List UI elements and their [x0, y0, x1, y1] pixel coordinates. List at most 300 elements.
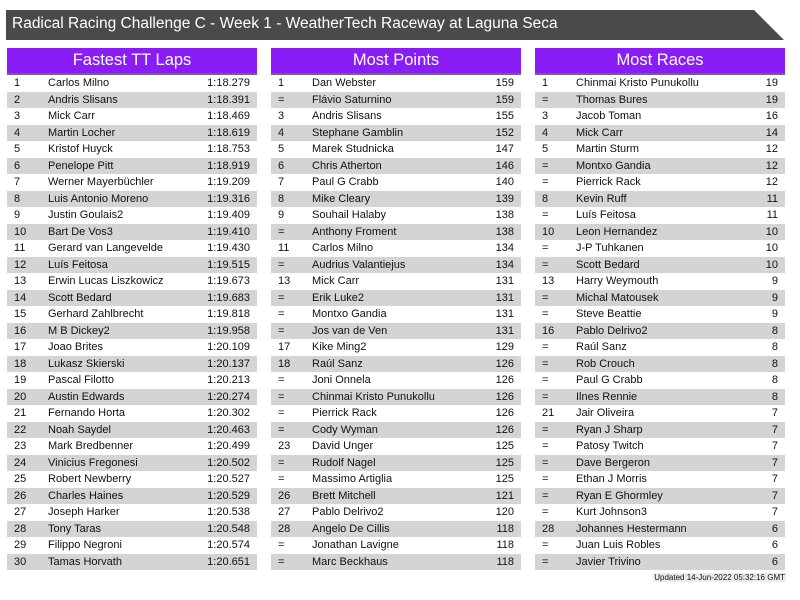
- value-cell: 1:20.529: [207, 489, 250, 502]
- table-row: [7, 125, 257, 142]
- table-row: [535, 339, 785, 356]
- value-cell: 1:19.683: [207, 291, 250, 304]
- value-cell: 159: [495, 77, 514, 89]
- driver-name-cell: Ilnes Rennie: [576, 390, 638, 403]
- driver-name-cell: Andris Slisans: [312, 110, 382, 122]
- driver-name-cell: Montxo Gandia: [576, 159, 651, 172]
- driver-name-cell: J-P Tuhkanen: [576, 242, 644, 254]
- driver-name-cell: Michal Matousek: [576, 291, 659, 304]
- rank-cell: 1: [278, 77, 285, 89]
- value-cell: 129: [495, 341, 514, 353]
- driver-name-cell: Stephane Gamblin: [312, 126, 404, 139]
- table-row: [271, 405, 521, 422]
- driver-name-cell: Werner Mayerbüchler: [48, 176, 154, 188]
- value-cell: 1:19.410: [207, 225, 250, 238]
- table-row: [535, 504, 785, 521]
- driver-name-cell: Lukasz Skierski: [48, 357, 125, 370]
- table-row: [535, 75, 785, 92]
- table-row: [7, 537, 257, 554]
- value-cell: 1:20.502: [207, 456, 250, 469]
- table-row: [535, 389, 785, 406]
- table-row: [7, 504, 257, 521]
- value-cell: 1:20.499: [207, 440, 250, 452]
- rank-cell: =: [542, 489, 549, 502]
- rank-cell: 26: [278, 489, 291, 502]
- driver-name-cell: Luís Feitosa: [576, 209, 636, 221]
- table-row: [535, 455, 785, 472]
- table-row: [535, 108, 785, 125]
- driver-name-cell: Pascal Filotto: [48, 374, 115, 386]
- rank-cell: =: [542, 291, 549, 304]
- table-row: [535, 405, 785, 422]
- value-cell: 121: [495, 489, 514, 502]
- value-cell: 134: [495, 242, 514, 254]
- rank-cell: 22: [14, 423, 27, 436]
- rank-cell: 25: [14, 473, 27, 485]
- driver-name-cell: Noah Saydel: [48, 423, 111, 436]
- value-cell: 1:20.302: [207, 407, 250, 419]
- value-cell: 7: [771, 407, 778, 419]
- driver-name-cell: Jacob Toman: [576, 110, 642, 122]
- driver-name-cell: Souhail Halaby: [312, 209, 386, 221]
- driver-name-cell: Rob Crouch: [576, 357, 635, 370]
- driver-name-cell: Luis Antonio Moreno: [48, 192, 149, 205]
- rank-cell: 26: [14, 489, 27, 502]
- table-row: [535, 554, 785, 571]
- driver-name-cell: Martin Locher: [48, 126, 116, 139]
- rank-cell: =: [542, 308, 549, 320]
- rank-cell: 21: [542, 407, 555, 419]
- driver-name-cell: Chinmai Kristo Punukollu: [576, 77, 699, 89]
- table-row: [535, 372, 785, 389]
- driver-name-cell: Filippo Negroni: [48, 539, 122, 551]
- driver-name-cell: Pierrick Rack: [576, 176, 641, 188]
- driver-name-cell: Juan Luis Robles: [576, 539, 661, 551]
- rank-cell: 6: [14, 159, 21, 172]
- driver-name-cell: Rudolf Nagel: [312, 456, 376, 469]
- driver-name-cell: Mick Carr: [48, 110, 96, 122]
- driver-name-cell: Pablo Delrivo2: [576, 324, 648, 337]
- table-row: [271, 240, 521, 257]
- driver-name-cell: Penelope Pitt: [48, 159, 114, 172]
- rank-cell: 16: [14, 324, 27, 337]
- table-row: [535, 521, 785, 538]
- driver-name-cell: Ryan J Sharp: [576, 423, 643, 436]
- driver-name-cell: Joni Onnela: [312, 374, 371, 386]
- value-cell: 1:19.818: [207, 308, 250, 320]
- rank-cell: =: [278, 258, 285, 271]
- table-row: [271, 92, 521, 109]
- driver-name-cell: Charles Haines: [48, 489, 124, 502]
- table-row: [7, 306, 257, 323]
- value-cell: 1:19.316: [207, 192, 250, 205]
- value-cell: 10: [765, 225, 778, 238]
- board-rows: [271, 75, 521, 570]
- rank-cell: 27: [14, 506, 27, 518]
- table-row: [535, 438, 785, 455]
- driver-name-cell: Flávio Saturnino: [312, 93, 392, 106]
- table-row: [535, 207, 785, 224]
- rank-cell: 18: [14, 357, 27, 370]
- driver-name-cell: Dave Bergeron: [576, 456, 650, 469]
- value-cell: 9: [771, 275, 778, 287]
- rank-cell: =: [542, 506, 549, 518]
- value-cell: 1:20.463: [207, 423, 250, 436]
- value-cell: 131: [495, 275, 514, 287]
- table-row: [7, 240, 257, 257]
- rank-cell: 29: [14, 539, 27, 551]
- driver-name-cell: Luís Feitosa: [48, 258, 108, 271]
- rank-cell: =: [278, 93, 285, 106]
- rank-cell: 10: [14, 225, 27, 238]
- table-row: [271, 158, 521, 175]
- driver-name-cell: Montxo Gandia: [312, 308, 387, 320]
- board-header: Most Races: [535, 48, 785, 75]
- rank-cell: =: [542, 473, 549, 485]
- driver-name-cell: Robert Newberry: [48, 473, 132, 485]
- table-row: [271, 75, 521, 92]
- page-title: Radical Racing Challenge C - Week 1 - WeatherTech Raceway at Laguna Seca: [12, 15, 558, 32]
- rank-cell: 5: [278, 143, 285, 155]
- value-cell: 146: [495, 159, 514, 172]
- table-row: [7, 158, 257, 175]
- rank-cell: 5: [14, 143, 21, 155]
- rank-cell: 13: [14, 275, 27, 287]
- driver-name-cell: Jos van de Ven: [312, 324, 388, 337]
- rank-cell: 8: [278, 192, 285, 205]
- table-row: [535, 323, 785, 340]
- value-cell: 1:19.515: [207, 258, 250, 271]
- driver-name-cell: Austin Edwards: [48, 390, 125, 403]
- table-row: [271, 455, 521, 472]
- rank-cell: 8: [542, 192, 549, 205]
- driver-name-cell: Fernando Horta: [48, 407, 126, 419]
- rank-cell: =: [542, 258, 549, 271]
- rank-cell: =: [278, 473, 285, 485]
- value-cell: 126: [495, 357, 514, 370]
- driver-name-cell: Vinicius Fregonesi: [48, 456, 138, 469]
- driver-name-cell: Joseph Harker: [48, 506, 120, 518]
- table-row: [535, 356, 785, 373]
- driver-name-cell: Andris Slisans: [48, 93, 118, 106]
- table-row: [535, 488, 785, 505]
- value-cell: 1:18.279: [207, 77, 250, 89]
- table-row: [535, 174, 785, 191]
- rank-cell: 17: [278, 341, 291, 353]
- value-cell: 147: [495, 143, 514, 155]
- rank-cell: 27: [278, 506, 291, 518]
- table-row: [7, 521, 257, 538]
- rank-cell: 11: [278, 242, 290, 254]
- rank-cell: 8: [14, 192, 21, 205]
- driver-name-cell: Chris Atherton: [312, 159, 382, 172]
- driver-name-cell: Mick Carr: [312, 275, 360, 287]
- table-row: [7, 273, 257, 290]
- value-cell: 8: [771, 390, 778, 403]
- leaderboard-most-points: [271, 48, 521, 570]
- value-cell: 12: [765, 176, 778, 188]
- driver-name-cell: Chinmai Kristo Punukollu: [312, 390, 435, 403]
- value-cell: 1:19.209: [207, 176, 250, 188]
- rank-cell: =: [542, 539, 549, 551]
- table-row: [7, 224, 257, 241]
- table-row: [271, 257, 521, 274]
- value-cell: 1:18.469: [207, 110, 250, 122]
- table-row: [7, 290, 257, 307]
- rank-cell: 9: [278, 209, 285, 221]
- driver-name-cell: Kurt Johnson3: [576, 506, 647, 518]
- rank-cell: 24: [14, 456, 27, 469]
- table-row: [7, 174, 257, 191]
- driver-name-cell: Angelo De Cillis: [312, 522, 390, 535]
- driver-name-cell: Anthony Froment: [312, 225, 397, 238]
- rank-cell: =: [542, 242, 549, 254]
- driver-name-cell: Mick Carr: [576, 126, 624, 139]
- value-cell: 14: [765, 126, 778, 139]
- table-row: [535, 290, 785, 307]
- driver-name-cell: Jonathan Lavigne: [312, 539, 399, 551]
- table-row: [271, 290, 521, 307]
- table-row: [271, 323, 521, 340]
- table-row: [535, 537, 785, 554]
- table-row: [271, 273, 521, 290]
- table-row: [271, 306, 521, 323]
- board-header: Fastest TT Laps: [7, 48, 257, 75]
- value-cell: 8: [771, 341, 778, 353]
- value-cell: 140: [495, 176, 514, 188]
- rank-cell: =: [542, 423, 549, 436]
- rank-cell: 4: [278, 126, 285, 139]
- driver-name-cell: Ethan J Morris: [576, 473, 647, 485]
- rank-cell: 28: [542, 522, 555, 535]
- rank-cell: =: [542, 93, 549, 106]
- rank-cell: =: [542, 341, 549, 353]
- value-cell: 7: [771, 506, 778, 518]
- driver-name-cell: Gerard van Langevelde: [48, 242, 163, 254]
- driver-name-cell: Dan Webster: [312, 77, 376, 89]
- table-row: [535, 240, 785, 257]
- driver-name-cell: Javier Trivino: [576, 555, 641, 568]
- table-row: [7, 455, 257, 472]
- rank-cell: 11: [14, 242, 26, 254]
- driver-name-cell: Carlos Milno: [48, 77, 110, 89]
- driver-name-cell: Johannes Hestermann: [576, 522, 687, 535]
- table-row: [271, 174, 521, 191]
- driver-name-cell: Martin Sturm: [576, 143, 639, 155]
- table-row: [271, 438, 521, 455]
- table-row: [271, 488, 521, 505]
- driver-name-cell: Carlos Milno: [312, 242, 374, 254]
- value-cell: 1:18.753: [207, 143, 250, 155]
- value-cell: 1:20.527: [207, 473, 250, 485]
- table-row: [7, 438, 257, 455]
- driver-name-cell: M B Dickey2: [48, 324, 110, 337]
- rank-cell: 4: [14, 126, 21, 139]
- rank-cell: =: [278, 308, 285, 320]
- driver-name-cell: Thomas Bures: [576, 93, 648, 106]
- rank-cell: 28: [278, 522, 291, 535]
- driver-name-cell: Tamas Horvath: [48, 555, 122, 568]
- driver-name-cell: Patosy Twitch: [576, 440, 644, 452]
- table-row: [535, 125, 785, 142]
- driver-name-cell: Kristof Huyck: [48, 143, 113, 155]
- table-row: [271, 521, 521, 538]
- table-row: [271, 339, 521, 356]
- rank-cell: =: [542, 440, 549, 452]
- driver-name-cell: Cody Wyman: [312, 423, 378, 436]
- value-cell: 126: [495, 407, 514, 419]
- driver-name-cell: Marek Studnicka: [312, 143, 394, 155]
- table-row: [7, 339, 257, 356]
- driver-name-cell: Brett Mitchell: [312, 489, 376, 502]
- value-cell: 131: [495, 308, 514, 320]
- table-row: [535, 306, 785, 323]
- rank-cell: 3: [278, 110, 285, 122]
- value-cell: 8: [771, 357, 778, 370]
- value-cell: 120: [495, 506, 514, 518]
- board-header: Most Points: [271, 48, 521, 75]
- table-row: [535, 257, 785, 274]
- board-rows: [7, 75, 257, 570]
- value-cell: 7: [771, 440, 778, 452]
- rank-cell: =: [278, 291, 285, 304]
- driver-name-cell: Joao Brites: [48, 341, 104, 353]
- driver-name-cell: Scott Bedard: [576, 258, 640, 271]
- driver-name-cell: Justin Goulais2: [48, 209, 124, 221]
- rank-cell: =: [278, 555, 285, 568]
- rank-cell: 21: [14, 407, 27, 419]
- rank-cell: 10: [542, 225, 555, 238]
- value-cell: 19: [765, 77, 778, 89]
- value-cell: 159: [495, 93, 514, 106]
- rank-cell: =: [542, 456, 549, 469]
- value-cell: 6: [771, 522, 778, 535]
- table-row: [271, 207, 521, 224]
- value-cell: 1:20.538: [207, 506, 250, 518]
- value-cell: 1:19.409: [207, 209, 250, 221]
- table-row: [7, 422, 257, 439]
- table-row: [271, 554, 521, 571]
- value-cell: 134: [495, 258, 514, 271]
- value-cell: 125: [495, 473, 514, 485]
- rank-cell: 19: [14, 374, 27, 386]
- value-cell: 1:19.430: [207, 242, 250, 254]
- rank-cell: =: [542, 159, 549, 172]
- rank-cell: 15: [14, 308, 27, 320]
- value-cell: 1:20.548: [207, 522, 250, 535]
- value-cell: 12: [765, 159, 778, 172]
- rank-cell: =: [278, 407, 285, 419]
- rank-cell: 14: [14, 291, 27, 304]
- driver-name-cell: Pierrick Rack: [312, 407, 377, 419]
- table-row: [271, 125, 521, 142]
- driver-name-cell: Mark Bredbenner: [48, 440, 133, 452]
- table-row: [271, 389, 521, 406]
- rank-cell: 30: [14, 555, 27, 568]
- value-cell: 16: [765, 110, 778, 122]
- rank-cell: 16: [542, 324, 555, 337]
- rank-cell: 4: [542, 126, 549, 139]
- driver-name-cell: Scott Bedard: [48, 291, 112, 304]
- value-cell: 118: [496, 555, 514, 568]
- table-row: [271, 108, 521, 125]
- value-cell: 1:19.673: [207, 275, 250, 287]
- table-row: [7, 554, 257, 571]
- value-cell: 118: [496, 522, 514, 535]
- table-row: [535, 224, 785, 241]
- value-cell: 8: [771, 324, 778, 337]
- rank-cell: 1: [14, 77, 21, 89]
- value-cell: 152: [495, 126, 514, 139]
- table-row: [271, 537, 521, 554]
- value-cell: 1:18.919: [207, 159, 250, 172]
- value-cell: 1:18.619: [207, 126, 250, 139]
- value-cell: 1:20.109: [207, 341, 250, 353]
- value-cell: 1:20.274: [207, 390, 250, 403]
- table-row: [7, 75, 257, 92]
- value-cell: 155: [495, 110, 514, 122]
- value-cell: 138: [495, 209, 514, 221]
- table-row: [7, 471, 257, 488]
- value-cell: 6: [771, 539, 778, 551]
- driver-name-cell: Ryan E Ghormley: [576, 489, 663, 502]
- rank-cell: =: [542, 176, 549, 188]
- value-cell: 126: [495, 423, 514, 436]
- rank-cell: =: [278, 225, 285, 238]
- table-row: [7, 92, 257, 109]
- value-cell: 139: [495, 192, 514, 205]
- driver-name-cell: Mike Cleary: [312, 192, 371, 205]
- driver-name-cell: Massimo Artiglia: [312, 473, 393, 485]
- driver-name-cell: Jair Oliveira: [576, 407, 635, 419]
- driver-name-cell: Raúl Sanz: [312, 357, 363, 370]
- value-cell: 6: [771, 555, 778, 568]
- table-row: [535, 471, 785, 488]
- rank-cell: 12: [14, 258, 27, 271]
- driver-name-cell: Paul G Crabb: [312, 176, 379, 188]
- value-cell: 7: [771, 456, 778, 469]
- value-cell: 126: [495, 374, 514, 386]
- value-cell: 131: [495, 291, 514, 304]
- table-row: [535, 92, 785, 109]
- leaderboard-fastest-laps: [7, 48, 257, 570]
- driver-name-cell: Steve Beattie: [576, 308, 642, 320]
- rank-cell: 3: [14, 110, 21, 122]
- driver-name-cell: Erik Luke2: [312, 291, 364, 304]
- value-cell: 1:20.574: [207, 539, 250, 551]
- driver-name-cell: Harry Weymouth: [576, 275, 659, 287]
- table-row: [271, 356, 521, 373]
- table-row: [271, 422, 521, 439]
- rank-cell: 3: [542, 110, 549, 122]
- rank-cell: =: [278, 374, 285, 386]
- rank-cell: 9: [14, 209, 21, 221]
- table-row: [535, 158, 785, 175]
- table-row: [7, 108, 257, 125]
- table-row: [7, 141, 257, 158]
- rank-cell: =: [278, 324, 285, 337]
- value-cell: 8: [771, 374, 778, 386]
- table-row: [271, 224, 521, 241]
- rank-cell: =: [542, 390, 549, 403]
- table-row: [7, 389, 257, 406]
- rank-cell: 28: [14, 522, 27, 535]
- rank-cell: 5: [542, 143, 549, 155]
- rank-cell: 23: [14, 440, 27, 452]
- rank-cell: 17: [14, 341, 27, 353]
- value-cell: 10: [765, 258, 778, 271]
- table-row: [271, 141, 521, 158]
